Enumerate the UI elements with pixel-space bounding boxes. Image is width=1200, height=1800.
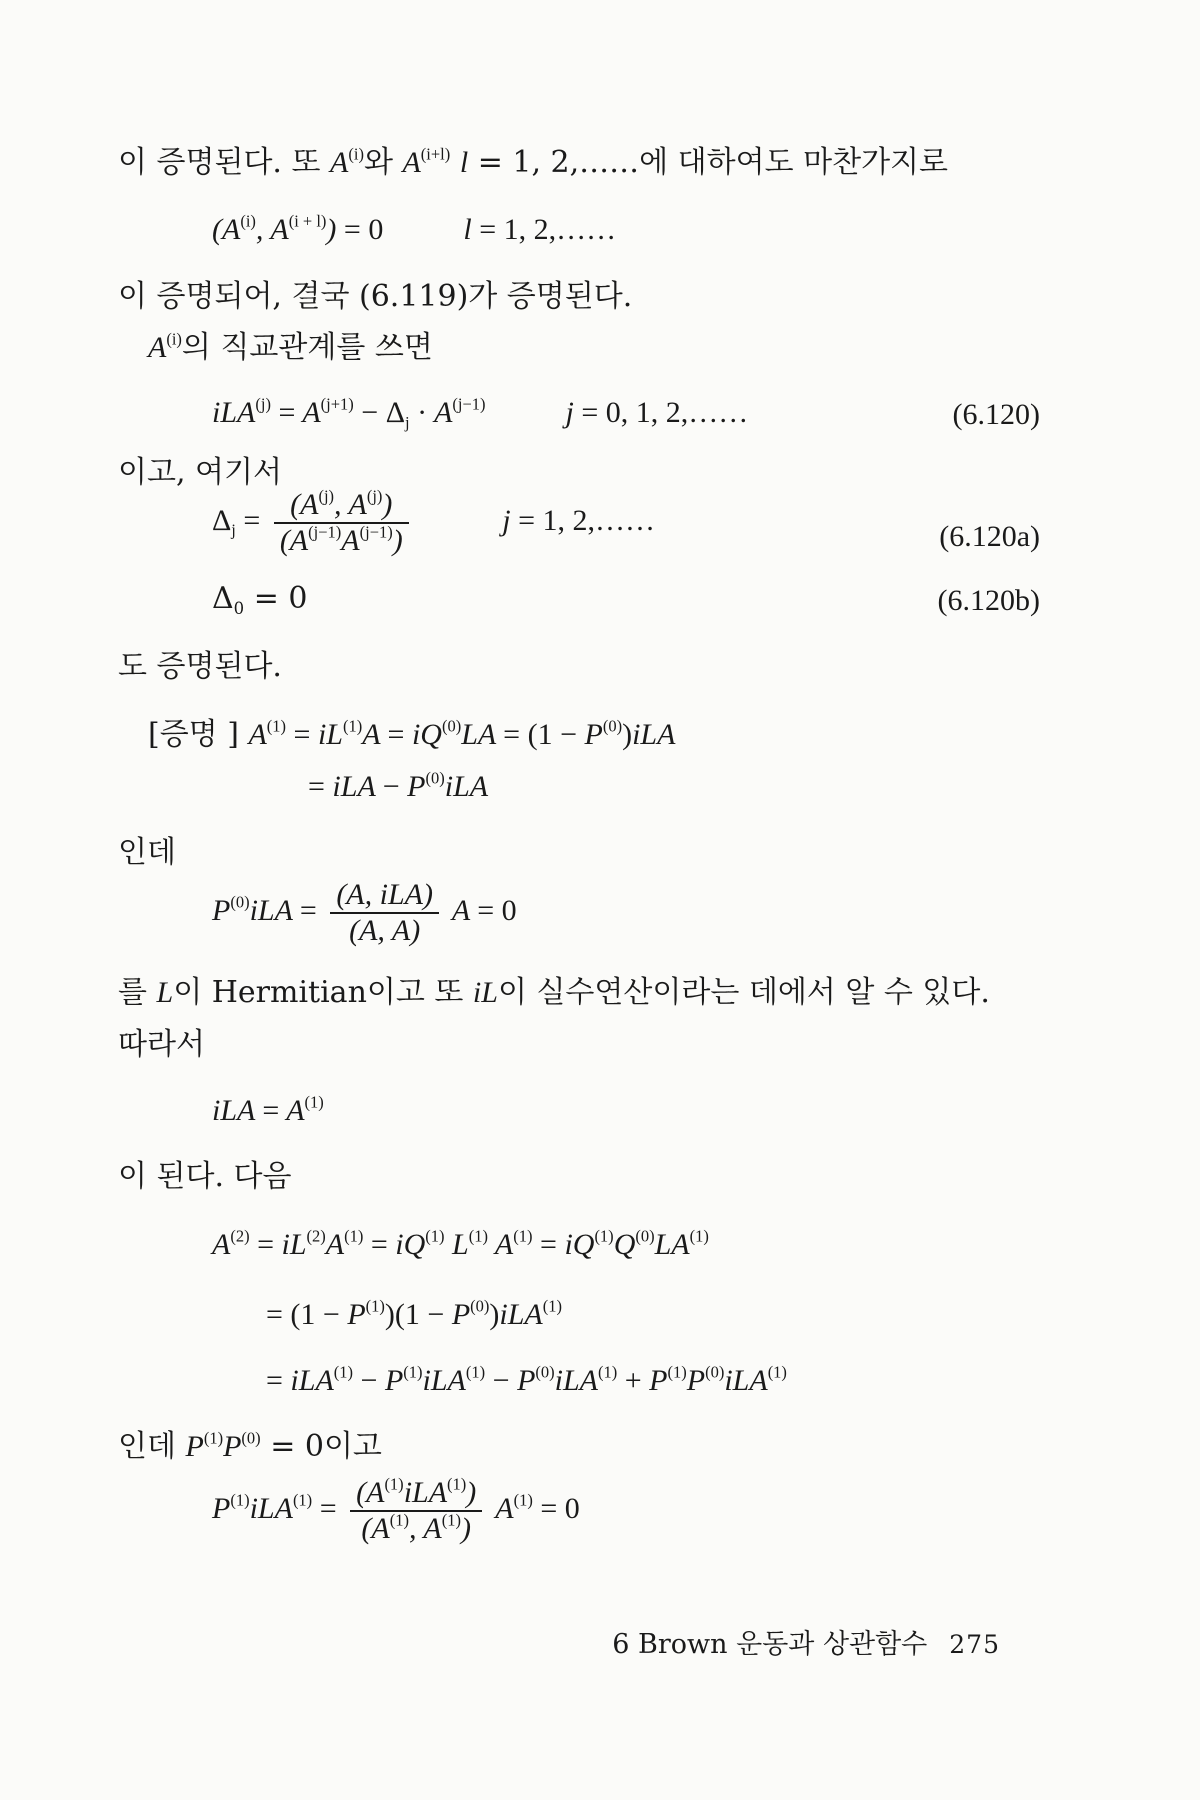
text-line-12: 인데 [118,835,176,870]
equation-ila-a1: iLA = $A^{(1)}$ [212,1092,324,1127]
text-line-21: 인데 $P^{(1)}P^{(0)} = 0$이고 [118,1428,382,1464]
text-line-6: 이고, 여기서 [118,455,282,490]
running-footer [612,1622,1000,1661]
equation-6-120b: $\Delta_0 = 0$ [212,581,308,618]
equation-6-120a: $\Delta_j$ = $\frac{(A^{(j)}, A^{(j)})}{(A^{(j-1)}A^{(j-1)})}$ j = 1, 2,…… [212,486,656,557]
page-number: 275 [949,1630,1000,1659]
proof-line-2: = iLA − $P^{(0)}iLA$ [308,768,489,803]
fraction-projection-1: $\frac{(A^{(1)}iLA^{(1)})}{(A^{(1)}, A^{(1)})}$ [350,1478,482,1544]
text-line-17: 이 된다. 다음 [118,1159,292,1194]
proof-line-1: [증명 ] $A^{(1)} = iL^{(1)}A = iQ^{(0)}LA = (1 - P^{(0)})iLA$ [148,716,676,752]
equation-number-6-120a: (6.120a) [939,520,1040,553]
text-line-1: 이 증명된다. 또 $A^{(i)}$와 $A^{(i+l)}$ l = 1, 2,……에 대하여도 마찬가지로 [118,144,949,180]
equation-a2-line-3: = $iLA^{(1)} - P^{(1)}iLA^{(1)} - P^{(0)}iLA^{(1)} + P^{(1)}P^{(0)}iLA^{(1)}$ [266,1362,787,1397]
text-line-15: 따라서 [118,1027,205,1062]
text-line-4: $A^{(i)}$의 직교관계를 쓰면 [148,329,433,365]
equation-number-6-120: (6.120) [952,398,1040,431]
fraction-projection: $\frac{\text{(A, iLA)}}{(A, A)}$ [330,880,439,946]
fraction-delta: $\frac{(A^{(j)}, A^{(j)})}{(A^{(j-1)}A^{(j-1)})}$ [274,490,409,556]
equation-p0-ila: $P^{(0)}iLA$ = $\frac{\text{(A, iLA)}}{(A, A)}$ A = 0 [212,878,517,947]
text-line-9: 도 증명된다. [118,649,282,684]
equation-p1-ila1: $P^{(1)}iLA^{(1)}$ = $\frac{(A^{(1)}iLA^{(1)})}{(A^{(1)}, A^{(1)})}$ $A^{(1)} = 0$ [212,1474,580,1545]
equation-number-6-120b: (6.120b) [937,584,1040,617]
equation-orthogonal: ($A^{(i)}$, $A^{(i + l)}) = 0$ l = 1, 2,…… [212,211,617,246]
text-line-14: 를 L이 Hermitian이고 또 iL이 실수연산이라는 데에서 알 수 있다. [118,975,990,1010]
equation-a2-line-2: = $(1 - P^{(1)})(1 - P^{(0)})iLA^{(1)}$ [266,1296,562,1331]
running-title: 6 Brown 운동과 상관함수 [612,1629,928,1660]
equation-a2-line-1: $A^{(2)} = iL^{(2)}A^{(1)} = iQ^{(1)}$ $L^{(1)}$ $A^{(1)} = iQ^{(1)}Q^{(0)}LA^{(1)}$ [212,1226,709,1261]
equation-6-120: $iLA^{(j)} = A^{(j+1)} - \Delta_j \cdot A^{(j-1)}$ j = 0, 1, 2,…… [212,394,749,432]
text-line-3: 이 증명되어, 결국 (6.119)가 증명된다. [118,279,633,314]
